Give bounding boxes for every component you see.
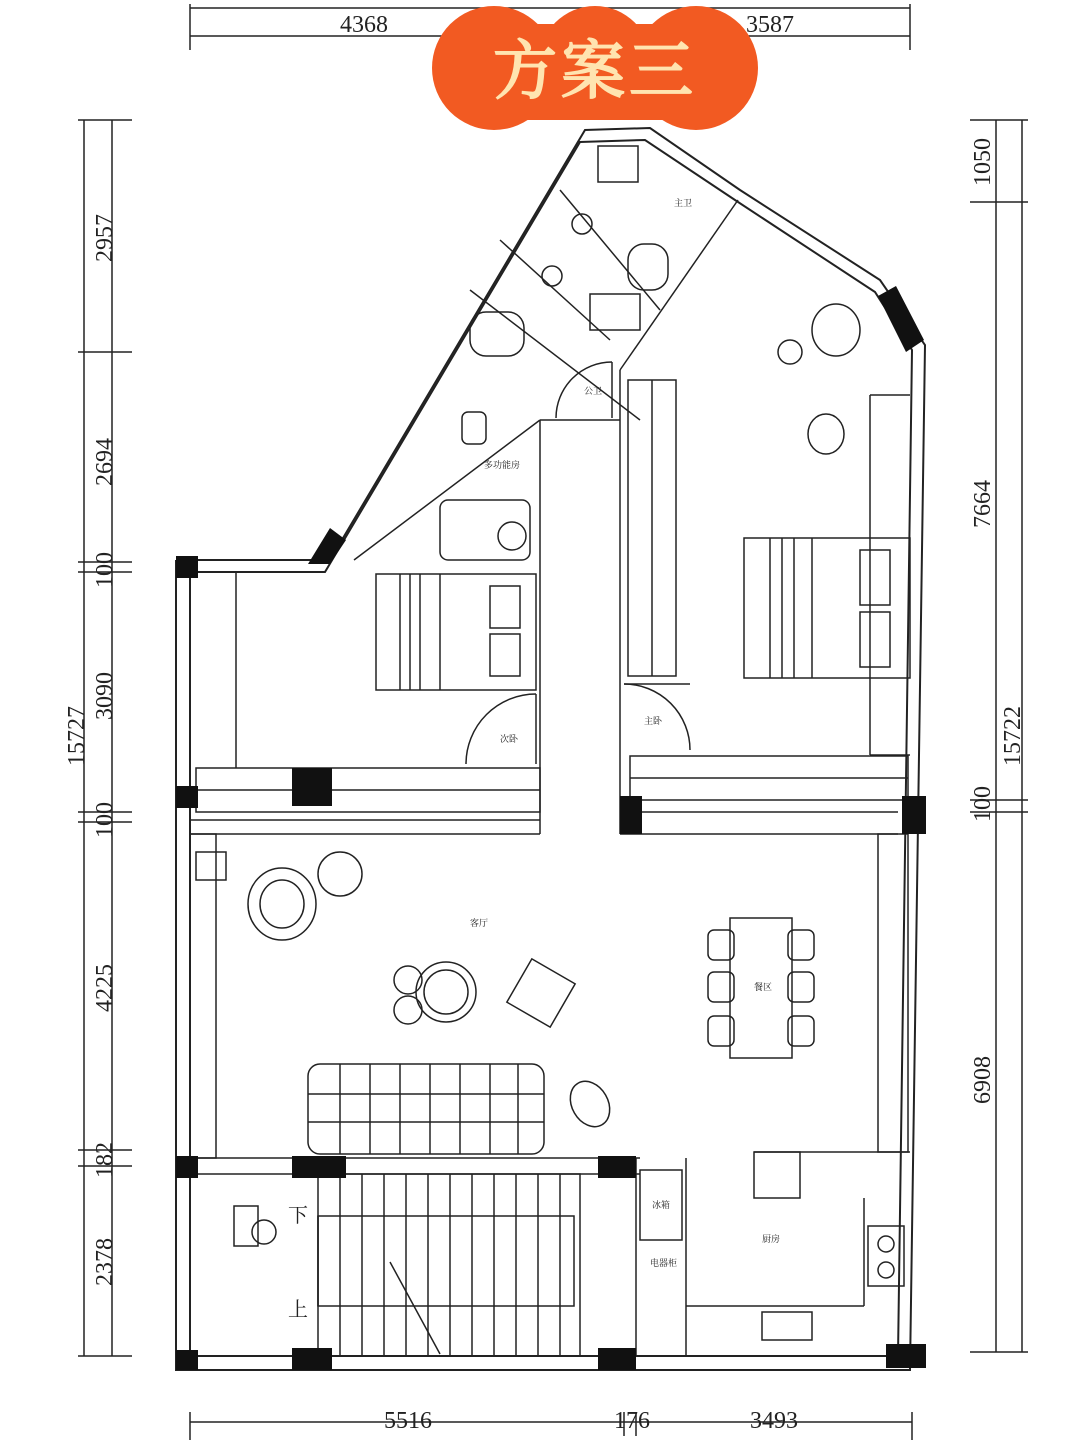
dim-left-8: 2378 <box>92 1238 118 1286</box>
dim-left-5: 100 <box>92 802 118 838</box>
dim-right-2: 7664 <box>970 480 996 528</box>
dim-right-1: 1050 <box>970 138 996 186</box>
wardrobe-second-bedroom <box>196 768 540 812</box>
dim-top-right: 3587 <box>746 12 794 38</box>
dim-bottom-right: 3493 <box>750 1408 798 1434</box>
room-master-bedroom: 主卧 <box>644 717 663 727</box>
sofa <box>308 1064 544 1154</box>
master-bedroom-bed <box>744 538 910 678</box>
stairs-up-label: 上 <box>288 1297 308 1321</box>
plan-title: 方案三 <box>493 35 697 109</box>
room-master-bath: 主卫 <box>674 199 693 209</box>
plan-title-badge <box>430 4 760 132</box>
coffee-tables <box>394 959 575 1027</box>
stairs-down-label: 下 <box>288 1203 308 1227</box>
dim-left-2: 2694 <box>92 438 118 486</box>
dim-right-3: 100 <box>970 786 996 822</box>
dim-bottom-mid: 176 <box>614 1408 650 1434</box>
dim-left-total: 15727 <box>64 706 90 766</box>
ottoman <box>562 1074 617 1134</box>
left-window-sill <box>190 834 216 1158</box>
bottom-dimension-line <box>190 1412 912 1440</box>
plant <box>196 852 226 880</box>
wardrobe-master-bedroom <box>630 756 908 800</box>
room-fridge: 冰箱 <box>652 1201 671 1211</box>
bath-fixtures <box>470 146 668 356</box>
outer-walls <box>176 128 925 1370</box>
master-corridor-cabinet <box>628 380 676 676</box>
room-public-bath: 公卫 <box>584 387 603 397</box>
second-bedroom-door <box>466 694 536 764</box>
entry-figure <box>234 1206 276 1246</box>
room-electric-box: 电器柜 <box>650 1259 678 1269</box>
staircase <box>318 1174 580 1356</box>
master-lounge-chairs <box>778 304 860 454</box>
lounge-chair <box>248 852 362 940</box>
dim-left-1: 2957 <box>92 214 118 262</box>
dim-right-total: 15722 <box>1000 706 1026 766</box>
room-kitchen: 厨房 <box>762 1235 781 1245</box>
dim-left-6: 4225 <box>92 964 118 1012</box>
dim-right-4: 6908 <box>970 1056 996 1104</box>
dim-bottom-left: 5516 <box>384 1408 432 1434</box>
dim-left-7: 182 <box>92 1142 118 1178</box>
second-bedroom-bed <box>376 574 536 690</box>
dim-top-left: 4368 <box>340 12 388 38</box>
room-dining: 餐区 <box>754 983 773 993</box>
room-living: 客厅 <box>470 919 489 929</box>
dim-left-3: 100 <box>92 552 118 588</box>
dim-left-4: 3090 <box>92 672 118 720</box>
room-multi-function: 多功能房 <box>484 461 521 471</box>
room-second-bedroom: 次卧 <box>500 735 519 745</box>
